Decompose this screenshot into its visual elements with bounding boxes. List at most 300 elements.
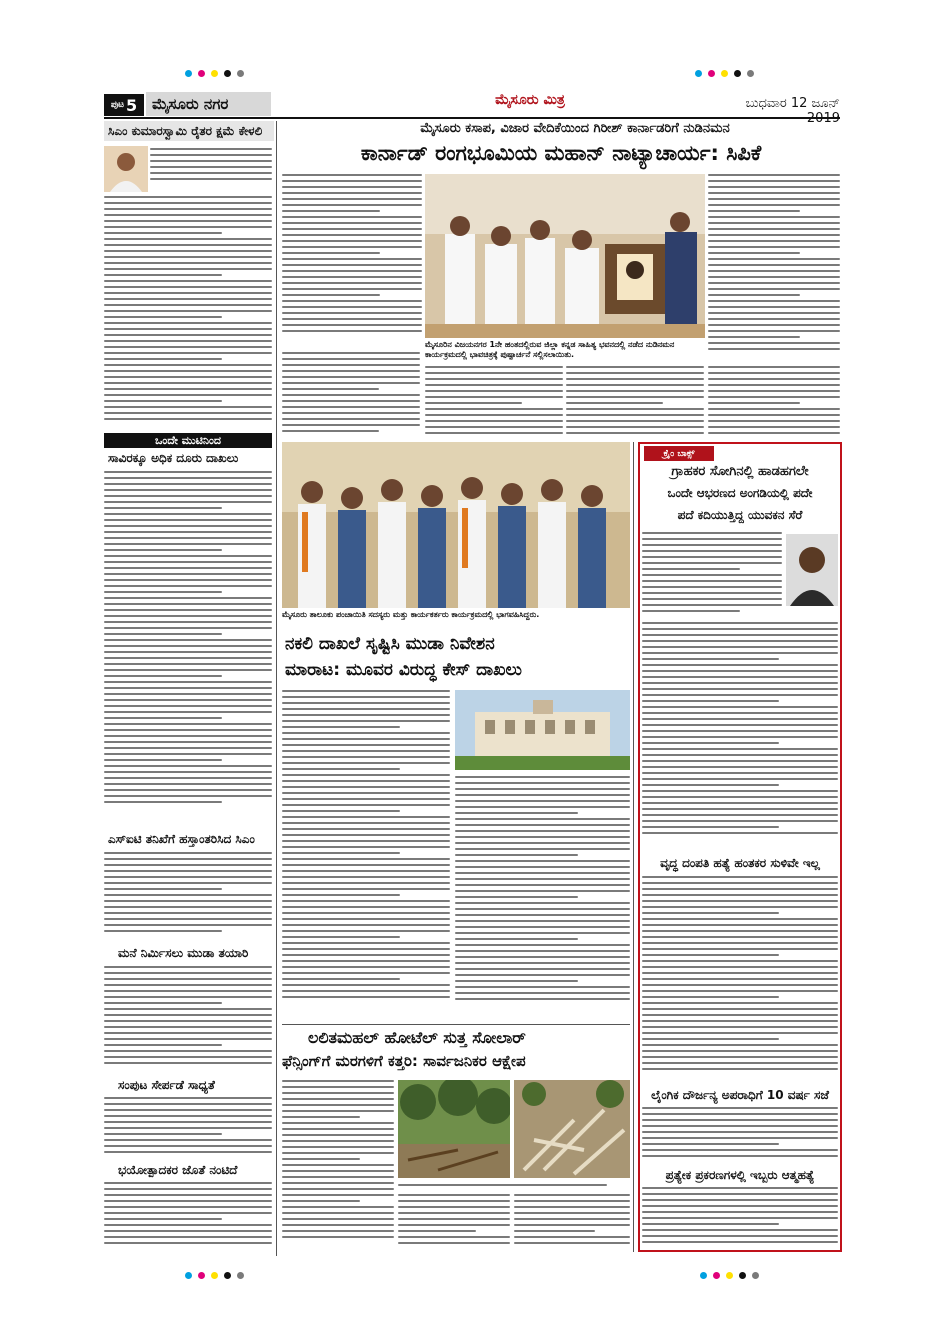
text-line xyxy=(455,974,630,976)
text-line xyxy=(104,471,272,473)
text-line xyxy=(282,834,450,836)
text-line xyxy=(104,483,272,485)
group-photo-caption: ಮೈಸೂರು ತಾಲೂಕು ಪಂಚಾಯಿತಿ ಸದಸ್ಯರು ಮತ್ತು ಕಾರ್ಯಕರ್ತರು ಕಾರ್ಯಕ್ರಮದಲ್ಲಿ ಭಾಗವಹಿಸಿದ್ದರು. xyxy=(282,610,540,619)
text-line xyxy=(642,1131,838,1133)
text-line xyxy=(642,556,782,558)
text-line xyxy=(708,306,840,308)
text-line xyxy=(282,228,422,230)
text-line xyxy=(150,172,272,174)
text-line xyxy=(282,1182,394,1184)
text-line xyxy=(514,1236,630,1238)
text-line xyxy=(708,270,840,272)
text-line xyxy=(425,426,563,428)
text-line xyxy=(282,186,422,188)
text-line xyxy=(642,1020,838,1022)
text-line xyxy=(282,352,420,354)
text-line xyxy=(455,842,630,844)
text-line xyxy=(104,1014,272,1016)
text-line xyxy=(282,894,400,896)
text-line xyxy=(282,888,450,890)
main-story-body-right xyxy=(708,174,840,364)
text-line xyxy=(282,828,450,830)
text-line xyxy=(642,1050,838,1052)
text-line xyxy=(282,216,422,218)
text-line xyxy=(425,372,563,374)
text-line xyxy=(642,954,779,956)
text-line xyxy=(104,876,272,878)
text-line xyxy=(282,912,450,914)
text-line xyxy=(104,268,272,270)
text-line xyxy=(104,759,222,761)
text-line xyxy=(104,370,272,372)
text-line xyxy=(104,930,222,932)
text-line xyxy=(566,426,704,428)
text-line xyxy=(104,250,272,252)
text-line xyxy=(708,198,840,200)
text-line xyxy=(708,174,840,176)
text-line xyxy=(642,1193,838,1195)
crime-headline-line3: ಪದೆ ಕದಿಯುತ್ತಿದ್ದ ಯುವಕನ ಸೆರೆ xyxy=(677,508,803,522)
registration-dots-top-right xyxy=(695,70,754,77)
crime-subhead-1: ವೃದ್ಧ ದಂಪತಿ ಹತ್ಯೆ ಹಂತಕರ ಸುಳಿವೇ ಇಲ್ಲ xyxy=(660,856,820,870)
text-line xyxy=(104,1044,222,1046)
text-line xyxy=(642,1205,838,1207)
text-line xyxy=(642,610,740,612)
text-line xyxy=(455,824,630,826)
text-line xyxy=(708,294,800,296)
text-line xyxy=(104,280,272,282)
text-line xyxy=(642,1149,838,1151)
text-line xyxy=(104,1038,272,1040)
text-line xyxy=(104,918,272,920)
text-line xyxy=(282,816,450,818)
section-name: ಮೈಸೂರು ನಗರ xyxy=(146,92,271,116)
text-line xyxy=(455,986,630,988)
text-line xyxy=(642,724,838,726)
text-line xyxy=(425,384,563,386)
text-line xyxy=(514,1212,630,1214)
text-line xyxy=(282,786,450,788)
left-story-body-2 xyxy=(104,196,272,436)
muda-headline-line2: ಮಾರಾಟ: ಮೂವರ ವಿರುದ್ಧ ಕೇಸ್ ದಾಖಲು xyxy=(285,660,522,680)
solar-story-body-1 xyxy=(282,1080,394,1252)
text-line xyxy=(425,402,522,404)
text-line xyxy=(104,741,272,743)
text-line xyxy=(282,252,380,254)
text-line xyxy=(282,1092,394,1094)
text-line xyxy=(642,1014,838,1016)
text-line xyxy=(282,1134,394,1136)
text-line xyxy=(104,1218,222,1220)
solar-story-body-3 xyxy=(514,1194,630,1252)
text-line xyxy=(566,384,704,386)
registration-dot xyxy=(721,70,728,77)
text-line xyxy=(282,954,450,956)
text-line xyxy=(104,675,222,677)
text-line xyxy=(104,603,272,605)
text-line xyxy=(282,864,450,866)
text-line xyxy=(642,876,838,878)
text-line xyxy=(642,718,838,720)
text-line xyxy=(425,408,563,410)
text-line xyxy=(104,1188,272,1190)
text-line xyxy=(642,924,838,926)
accused-photo xyxy=(786,534,838,606)
crime-sub2-body xyxy=(642,1107,838,1165)
text-line xyxy=(104,1002,222,1004)
text-line xyxy=(642,930,838,932)
text-line xyxy=(425,396,563,398)
text-line xyxy=(455,902,630,904)
text-line xyxy=(104,699,272,701)
text-line xyxy=(642,912,779,914)
text-line xyxy=(282,388,379,390)
text-line xyxy=(642,1223,779,1225)
main-headline: ಕಾರ್ನಾಡ್ ರಂಗಭೂಮಿಯ ಮಹಾನ್ ನಾಟ್ಯಾಚಾರ್ಯ: ಸಿಪಿಕೆ xyxy=(360,141,762,165)
registration-dot xyxy=(185,1272,192,1279)
text-line xyxy=(708,300,840,302)
text-line xyxy=(642,900,838,902)
text-line xyxy=(398,1194,510,1196)
text-line xyxy=(282,1218,394,1220)
text-line xyxy=(282,264,422,266)
text-line xyxy=(104,801,222,803)
text-line xyxy=(104,1224,272,1226)
text-line xyxy=(282,1224,394,1226)
text-line xyxy=(642,772,838,774)
text-line xyxy=(282,400,420,402)
main-story-body-bottom-4 xyxy=(708,366,840,438)
text-line xyxy=(708,366,840,368)
group-photo xyxy=(282,442,630,608)
text-line xyxy=(708,258,840,260)
text-line xyxy=(425,432,563,434)
text-line xyxy=(104,1145,272,1147)
text-line xyxy=(282,732,450,734)
text-line xyxy=(104,687,272,689)
text-line xyxy=(104,1020,272,1022)
text-line xyxy=(708,342,840,344)
text-line xyxy=(104,364,272,366)
registration-dot xyxy=(726,1272,733,1279)
left-subhead-5: ಭಯೋತ್ಪಾದಕರ ಜೊತೆ ನಂಟಿದೆ xyxy=(118,1163,238,1177)
page-number xyxy=(104,94,144,116)
left-story-body xyxy=(150,148,272,192)
page-label: ಪುಟ xyxy=(110,100,125,110)
text-line xyxy=(282,1206,394,1208)
text-line xyxy=(455,980,578,982)
text-line xyxy=(282,1110,394,1112)
text-line xyxy=(642,918,838,920)
text-line xyxy=(282,924,450,926)
text-line xyxy=(514,1224,630,1226)
main-photo-caption: ಮೈಸೂರಿನ ವಿಜಯನಗರ 1ನೇ ಹಂತದಲ್ಲಿರುವ ಜಿಲ್ಲಾ ಕನ್ನಡ ಸಾಹಿತ್ಯ ಭವನದಲ್ಲಿ ನಡೆದ ನುಡಿನಮನ ಕಾರ್ಯಕ್ರಮದಲ್ಲಿ ಭಾವಚಿತ್ರಕ್ಕೆ ಪುಷ್ಪಾರ್ಚನೆ ಸಲ್ಲಿಸಲಾಯಿತು. xyxy=(425,340,675,359)
text-line xyxy=(282,852,400,854)
text-line xyxy=(455,956,630,958)
text-line xyxy=(398,1224,510,1226)
text-line xyxy=(642,906,838,908)
text-line xyxy=(104,238,272,240)
left-sub3-body xyxy=(104,966,272,1076)
text-line xyxy=(642,694,838,696)
text-line xyxy=(455,806,630,808)
text-line xyxy=(104,1056,272,1058)
text-line xyxy=(282,810,400,812)
text-line xyxy=(708,336,800,338)
text-line xyxy=(104,352,272,354)
text-line xyxy=(642,628,838,630)
left-story-headline: ಸಿಎಂ ಕುಮಾರಸ್ವಾಮಿ ರೈತರ ಕ್ಷಮೆ ಕೇಳಲಿ xyxy=(104,121,274,141)
text-line xyxy=(455,788,630,790)
text-line xyxy=(708,408,840,410)
text-line xyxy=(642,712,838,714)
text-line xyxy=(104,328,272,330)
text-line xyxy=(708,318,840,320)
text-line xyxy=(708,324,840,326)
text-line xyxy=(455,926,630,928)
text-line xyxy=(642,960,838,962)
text-line xyxy=(104,537,272,539)
muda-building-photo xyxy=(455,690,630,770)
text-line xyxy=(104,972,272,974)
text-line xyxy=(104,507,222,509)
text-line xyxy=(282,1236,394,1238)
text-line xyxy=(642,676,838,678)
text-line xyxy=(104,310,272,312)
text-line xyxy=(282,412,420,414)
text-line xyxy=(708,240,840,242)
text-line xyxy=(104,567,272,569)
crime-headline-line1: ಗ್ರಾಹಕರ ಸೋಗಿನಲ್ಲಿ ಹಾಡಹಗಲೇ xyxy=(671,464,809,479)
text-line xyxy=(282,792,450,794)
trees-photo-2 xyxy=(514,1080,630,1178)
text-line xyxy=(104,208,272,210)
text-line xyxy=(282,258,422,260)
text-line xyxy=(642,748,838,750)
registration-dot xyxy=(695,70,702,77)
text-line xyxy=(642,622,838,624)
text-line xyxy=(104,555,272,557)
text-line xyxy=(104,489,272,491)
text-line xyxy=(104,1133,222,1135)
text-line xyxy=(104,621,272,623)
text-line xyxy=(642,796,838,798)
text-line xyxy=(514,1194,630,1196)
crime-sub3-body xyxy=(642,1187,838,1249)
text-line xyxy=(104,585,272,587)
text-line xyxy=(708,282,840,284)
text-line xyxy=(282,942,450,944)
text-line xyxy=(104,777,272,779)
text-line xyxy=(642,604,782,606)
text-line xyxy=(642,1119,838,1121)
registration-dot xyxy=(224,1272,231,1279)
text-line xyxy=(104,400,222,402)
text-line xyxy=(455,890,630,892)
text-line xyxy=(282,270,422,272)
text-line xyxy=(282,370,420,372)
text-line xyxy=(566,366,704,368)
text-line xyxy=(642,990,838,992)
text-line xyxy=(104,651,272,653)
text-line xyxy=(282,918,450,920)
text-line xyxy=(104,286,272,288)
text-line xyxy=(708,348,840,350)
text-line xyxy=(104,358,222,360)
text-line xyxy=(282,780,450,782)
text-line xyxy=(282,702,450,704)
text-line xyxy=(642,754,838,756)
text-line xyxy=(455,962,630,964)
text-line xyxy=(642,784,779,786)
text-line xyxy=(282,774,450,776)
text-line xyxy=(708,234,840,236)
text-line xyxy=(642,936,838,938)
text-line xyxy=(642,814,838,816)
text-line xyxy=(455,800,630,802)
crime-subhead-2: ಲೈಂಗಿಕ ದೌರ್ಜನ್ಯ ಅಪರಾಧಿಗೆ 10 ವರ್ಷ ಸಜೆ xyxy=(651,1088,829,1102)
registration-dot xyxy=(734,70,741,77)
text-line xyxy=(104,864,272,866)
text-line xyxy=(104,274,222,276)
text-line xyxy=(150,160,272,162)
mid-divider xyxy=(633,442,634,1252)
text-line xyxy=(104,657,272,659)
text-line xyxy=(282,984,450,986)
text-line xyxy=(642,996,779,998)
text-line xyxy=(104,322,272,324)
text-line xyxy=(104,406,272,408)
text-line xyxy=(104,519,272,521)
text-line xyxy=(104,912,272,914)
text-line xyxy=(104,220,272,222)
muda-headline-line1: ನಕಲಿ ದಾಖಲೆ ಸೃಷ್ಟಿಸಿ ಮುಡಾ ನಿವೇಶನ xyxy=(285,634,495,654)
text-line xyxy=(104,906,272,908)
text-line xyxy=(104,888,222,890)
text-line xyxy=(282,1128,394,1130)
text-line xyxy=(282,1122,394,1124)
text-line xyxy=(282,696,450,698)
text-line xyxy=(642,826,779,828)
text-line xyxy=(104,1026,272,1028)
text-line xyxy=(642,882,838,884)
text-line xyxy=(455,866,630,868)
text-line xyxy=(104,1212,272,1214)
text-line xyxy=(642,1026,838,1028)
text-line xyxy=(282,726,400,728)
text-line xyxy=(514,1206,630,1208)
text-line xyxy=(708,288,840,290)
text-line xyxy=(708,276,840,278)
text-line xyxy=(282,936,400,938)
text-line xyxy=(104,984,272,986)
text-line xyxy=(708,414,840,416)
text-line xyxy=(282,996,450,998)
text-line xyxy=(708,246,840,248)
text-line xyxy=(642,562,782,564)
solar-headline-line2: ಫೆನ್ಸಿಂಗ್‌ಗೆ ಮರಗಳಿಗೆ ಕತ್ತರಿ: ಸಾರ್ವಜನಿಕರ ಆಕ್ಷೇಪ xyxy=(282,1052,526,1070)
text-line xyxy=(282,406,420,408)
text-line xyxy=(566,396,704,398)
text-line xyxy=(642,688,838,690)
registration-dot xyxy=(185,70,192,77)
text-line xyxy=(425,366,563,368)
header-rule xyxy=(104,117,840,119)
main-story-body-bottom-3 xyxy=(566,366,704,438)
text-line xyxy=(282,840,450,842)
text-line xyxy=(104,711,272,713)
text-line xyxy=(104,1182,272,1184)
text-line xyxy=(642,1143,779,1145)
text-line xyxy=(104,669,272,671)
text-line xyxy=(104,1050,272,1052)
text-line xyxy=(455,872,630,874)
text-line xyxy=(282,358,420,360)
text-line xyxy=(104,747,272,749)
text-line xyxy=(104,418,272,420)
text-line xyxy=(642,544,782,546)
text-line xyxy=(642,598,782,600)
text-line xyxy=(104,376,272,378)
text-line xyxy=(282,1098,394,1100)
text-line xyxy=(282,714,450,716)
text-line xyxy=(282,222,422,224)
text-line xyxy=(708,384,840,386)
text-line xyxy=(104,561,272,563)
text-line xyxy=(708,372,840,374)
text-line xyxy=(455,884,630,886)
issue-date: ಬುಧವಾರ 12 ಜೂನ್ xyxy=(745,96,840,111)
text-line xyxy=(282,948,450,950)
text-line xyxy=(642,1062,838,1064)
text-line xyxy=(455,830,630,832)
text-line xyxy=(104,292,272,294)
text-line xyxy=(642,802,838,804)
text-line xyxy=(104,244,272,246)
text-line xyxy=(150,166,272,168)
text-line xyxy=(104,609,272,611)
crime-story-body-1 xyxy=(642,532,782,620)
text-line xyxy=(398,1242,510,1244)
text-line xyxy=(566,420,704,422)
text-line xyxy=(425,420,563,422)
text-line xyxy=(282,1230,394,1232)
text-line xyxy=(708,264,840,266)
registration-dot xyxy=(739,1272,746,1279)
registration-dot xyxy=(700,1272,707,1279)
trees-photo-1 xyxy=(398,1080,510,1178)
text-line xyxy=(708,426,840,428)
text-line xyxy=(104,729,272,731)
text-line xyxy=(282,750,450,752)
text-line xyxy=(642,640,838,642)
text-line xyxy=(104,900,272,902)
text-line xyxy=(642,1235,838,1237)
text-line xyxy=(708,390,840,392)
bottom-story-rule xyxy=(282,1024,630,1025)
text-line xyxy=(104,334,272,336)
text-line xyxy=(566,378,704,380)
text-line xyxy=(104,765,272,767)
text-line xyxy=(104,705,272,707)
text-line xyxy=(455,914,630,916)
text-line xyxy=(282,972,450,974)
text-line xyxy=(104,346,272,348)
registration-dot xyxy=(198,1272,205,1279)
text-line xyxy=(642,1044,838,1046)
text-line xyxy=(104,591,222,593)
text-line xyxy=(282,960,450,962)
